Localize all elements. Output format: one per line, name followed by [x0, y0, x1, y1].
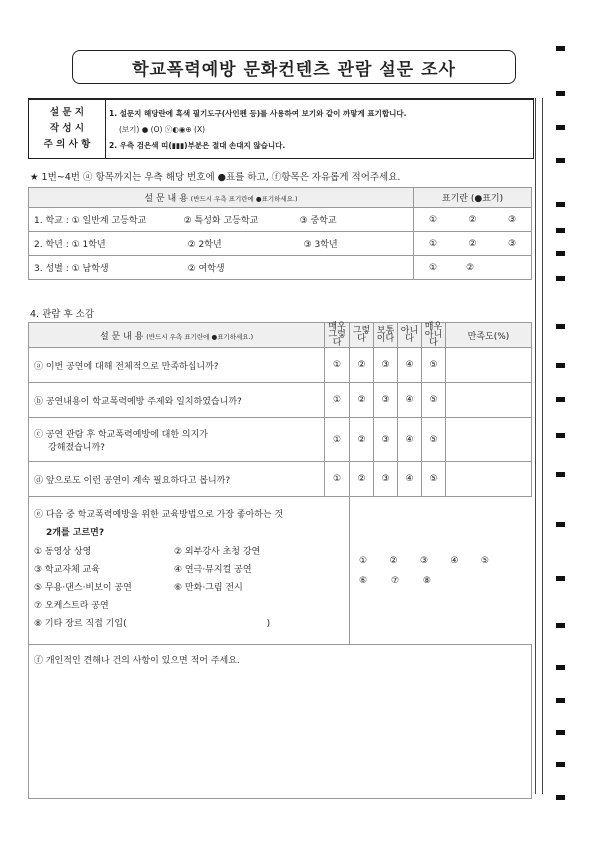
question-a: ⓐ 이번 공연에 대해 전체적으로 만족하십니까? ① ② ③ ④ ⑤ [29, 348, 532, 383]
scale-agree: 그렇다 [350, 323, 374, 348]
timing-mark [556, 251, 565, 256]
feedback-header [29, 323, 532, 348]
grade-mark-options[interactable]: ① ② ③ [414, 232, 532, 256]
feedback-header-content: 설 문 내 용 (반드시 우측 표기란에 ●표기하세요.) [29, 323, 325, 348]
demographics-header-content: 설 문 내 용 (반드시 우측 표기란에 ●표기하세요.) [29, 188, 414, 208]
q-c-mark-3[interactable]: ③ [374, 418, 398, 462]
q-e-subtext: 2개를 고르면? [46, 528, 105, 538]
timing-mark [556, 433, 565, 438]
timing-mark [556, 795, 565, 800]
timing-mark [556, 228, 565, 233]
instruction-example: (보기) ● (O) ⓥ◐◉⊕ (X) [119, 125, 206, 134]
timing-mark [556, 623, 565, 628]
instructions-box [28, 98, 534, 159]
instruction-line-1: 1. 설문지 해당란에 흑색 필기도구(사인펜 등)를 사용하여 보기와 같이 까맣게 표기합니다. [109, 109, 407, 118]
instructions-heading-2: 작 성 시 [49, 123, 85, 134]
q-c-satisfaction[interactable] [446, 418, 532, 462]
q-e-text: ⓔ 다음 중 학교폭력예방을 위한 교육방법으로 가장 좋아하는 것 [34, 510, 284, 520]
question-f [29, 645, 532, 799]
section-4-title: 4. 관람 후 소감 [30, 309, 95, 320]
q-c-mark-2[interactable]: ② [350, 418, 374, 462]
satisfaction-header: 만족도(%) [446, 323, 532, 348]
question-d: ⓓ 앞으로도 이런 공연이 계속 필요하다고 봅니까? ① ② ③ ④ ⑤ [29, 462, 532, 497]
question-b: ⓑ 공연내용이 학교폭력예방 주제와 일치하였습니까? ① ② ③ ④ ⑤ [29, 383, 532, 418]
timing-mark [556, 202, 565, 207]
instructions-heading-1: 설 문 지 [49, 107, 85, 118]
q-c-mark-1[interactable]: ① [325, 418, 350, 462]
timing-mark [556, 276, 565, 281]
instruction-note: ★ 1번~4번 ⓐ 항목까지는 우측 해당 번호에 ●표를 하고, ⓕ항목은 자유롭게 적어주세요. [30, 172, 401, 183]
timing-mark [556, 665, 565, 670]
q-e-marks[interactable]: ① ② ③ ④ ⑤ ⑥ ⑦ ⑧ [350, 497, 532, 645]
timing-mark [556, 158, 565, 163]
instruction-line-2: 2. 우측 검은색 띠(▮▮▮)부분은 절대 손대지 않습니다. [109, 141, 286, 150]
q-b-mark-1[interactable]: ① [325, 383, 350, 418]
school-mark-options[interactable]: ① ② ③ [414, 208, 532, 232]
timing-mark [556, 125, 565, 130]
page-title: 학교폭력예방 문화컨텐츠 관람 설문 조사 [72, 50, 516, 84]
question-gender: 3. 성별 : ① 남학생 ② 여학생 ① ② [29, 256, 532, 280]
scale-strongly-agree: 매우 그렇다 [325, 323, 350, 348]
q-c-mark-4[interactable]: ④ [398, 418, 422, 462]
question-grade: 2. 학년 : ① 1학년 ② 2학년 ③ 3학년 ① ② ③ [29, 232, 532, 256]
timing-mark [556, 46, 565, 51]
demographics-header [29, 188, 532, 208]
q-b-mark-3[interactable]: ③ [374, 383, 398, 418]
q-e-options: ① 동영상 상영 ② 외부강사 초청 강연 ③ 학교자체 교육 ④ 연극·뮤지컬 공연 ⑤ 무용·댄스·비보이 공연 ⑥ 만화·그림 전시 ⑦ 오케스트라 공연 [34, 547, 261, 611]
demographics-header-marks: 표기란 (●표기) [414, 188, 532, 208]
question-c: ⓒ 공연 관람 후 학교폭력예방에 대한 의지가 강해졌습니까? ① ② ③ ④ ⑤ [29, 418, 532, 462]
q-f-text-area[interactable]: ⓕ 개인적인 견해나 건의 사항이 있으면 적어 주세요. [29, 645, 532, 799]
right-margin-rule [535, 98, 543, 794]
instructions-heading-3: 주 의 사 항 [43, 139, 91, 150]
q-d-mark-5[interactable]: ⑤ [422, 462, 446, 497]
q-e-option-8[interactable]: ⑧ 기타 장르 직접 기입( ) [34, 619, 271, 629]
q-a-mark-2[interactable]: ② [350, 348, 374, 383]
timing-mark [556, 762, 565, 767]
demographics-table [28, 187, 532, 280]
q-d-mark-4[interactable]: ④ [398, 462, 422, 497]
q-d-mark-2[interactable]: ② [350, 462, 374, 497]
timing-mark [556, 522, 565, 527]
feedback-table [28, 322, 532, 799]
timing-mark [556, 397, 565, 402]
scale-neutral: 보통 이다 [374, 323, 398, 348]
q-d-mark-3[interactable]: ③ [374, 462, 398, 497]
timing-mark [556, 576, 565, 581]
timing-mark [556, 730, 565, 735]
q-a-mark-4[interactable]: ④ [398, 348, 422, 383]
timing-mark [556, 698, 565, 703]
q-b-satisfaction[interactable] [446, 383, 532, 418]
q-a-satisfaction[interactable] [446, 348, 532, 383]
q-d-mark-1[interactable]: ① [325, 462, 350, 497]
timing-mark [556, 324, 565, 329]
q-a-mark-3[interactable]: ③ [374, 348, 398, 383]
scale-strongly-disagree: 매우 아니다 [422, 323, 446, 348]
question-school: 1. 학교 : ① 일반계 고등학교 ② 특성화 고등학교 ③ 중학교 ① ② ③ [29, 208, 532, 232]
scale-disagree: 아니다 [398, 323, 422, 348]
q-d-satisfaction[interactable] [446, 462, 532, 497]
timing-mark [556, 472, 565, 477]
instructions-body [109, 106, 406, 154]
q-b-mark-2[interactable]: ② [350, 383, 374, 418]
question-e [29, 497, 532, 645]
q-b-mark-4[interactable]: ④ [398, 383, 422, 418]
q-b-mark-5[interactable]: ⑤ [422, 383, 446, 418]
instructions-heading [29, 100, 106, 158]
timing-mark [556, 91, 565, 96]
gender-mark-options[interactable]: ① ② [414, 256, 532, 280]
q-c-mark-5[interactable]: ⑤ [422, 418, 446, 462]
q-a-mark-1[interactable]: ① [325, 348, 350, 383]
q-a-mark-5[interactable]: ⑤ [422, 348, 446, 383]
timing-mark [556, 363, 565, 368]
